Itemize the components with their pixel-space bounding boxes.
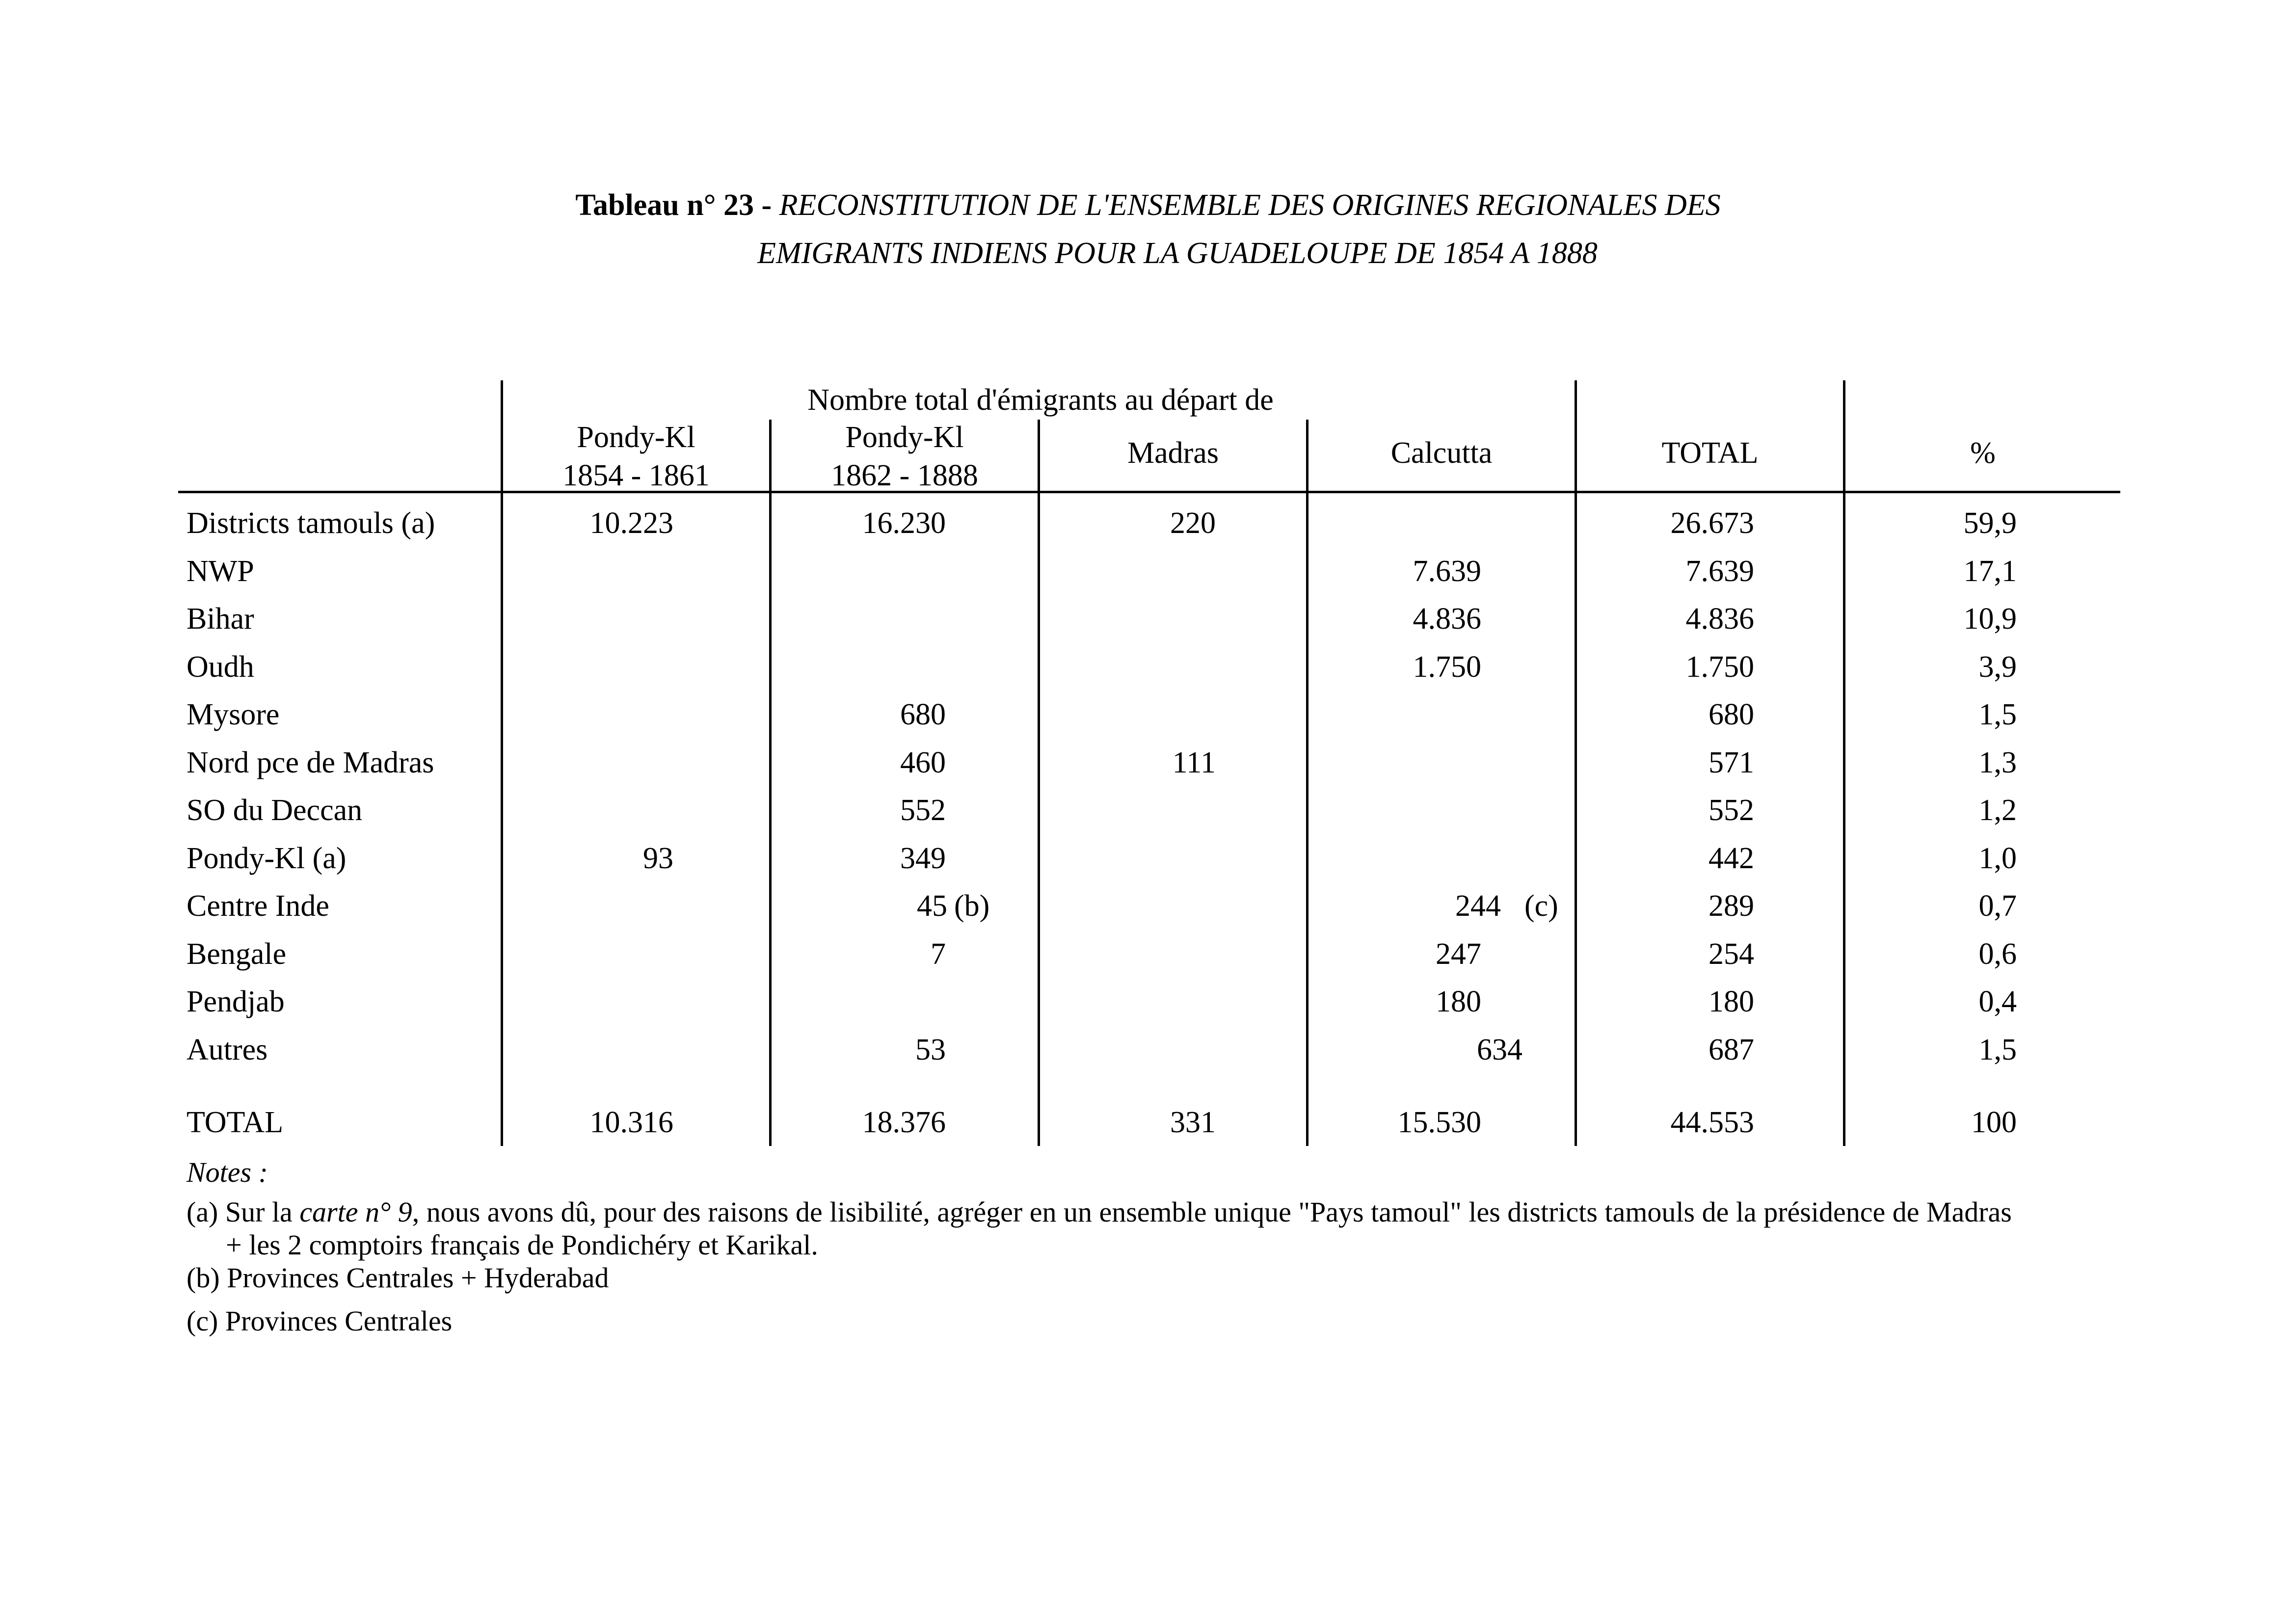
cell-madras: 331	[1170, 1106, 1216, 1139]
cell-total: 289	[1709, 889, 1754, 923]
cell-pk1: 10.316	[589, 1106, 673, 1139]
cell-pk2: 45	[917, 889, 947, 923]
column-header-line-2: 1862 - 1888	[831, 459, 978, 492]
cell-calcutta: 15.530	[1397, 1106, 1481, 1139]
row-label: Autres	[187, 1033, 268, 1066]
row-label: Mysore	[187, 698, 280, 731]
column-header-madras: Madras	[1127, 436, 1219, 470]
cell-total: 552	[1709, 794, 1754, 827]
cell-pct: 1,2	[1978, 794, 2017, 827]
cell-calcutta: 1.750	[1413, 650, 1481, 684]
note-a-text: , nous avons dû, pour des raisons de lisibilité, agréger en un ensemble unique "Pays tamoul" les districts tamouls de la présidence de Madras	[412, 1196, 2012, 1228]
cell-pct: 3,9	[1978, 650, 2017, 684]
cell-madras: 111	[1172, 745, 1216, 779]
column-header-line-2: 1854 - 1861	[562, 459, 710, 492]
header-rule	[178, 491, 2120, 493]
cell-calcutta: 247	[1436, 937, 1481, 971]
row-label: Nord pce de Madras	[187, 745, 434, 779]
table-title	[0, 182, 2296, 229]
cell-pct: 100	[1971, 1106, 2017, 1139]
notes-heading	[187, 1156, 268, 1189]
row-label: SO du Deccan	[187, 794, 363, 827]
cell-pk2: 18.376	[862, 1106, 946, 1139]
cell-pk2: 349	[900, 841, 946, 875]
cell-total: 180	[1709, 985, 1754, 1018]
cell-total: 1.750	[1685, 650, 1754, 684]
note-a-prefix: (a) Sur la	[187, 1196, 300, 1228]
row-label: TOTAL	[187, 1106, 284, 1139]
cell-pk2: 460	[900, 745, 946, 779]
column-header-pondy-kl-1854	[503, 418, 769, 495]
column-rule-1	[501, 380, 503, 1146]
title-line-2-text: EMIGRANTS INDIENS POUR LA GUADELOUPE DE 1854 A 1888	[757, 237, 1598, 270]
cell-total: 7.639	[1685, 554, 1754, 588]
row-label: Oudh	[187, 650, 254, 684]
note-a	[187, 1196, 2012, 1229]
column-header-calcutta: Calcutta	[1390, 436, 1493, 470]
column-header-pondy-kl-1862	[772, 418, 1038, 495]
footnote-marker-b: (b)	[954, 889, 990, 923]
cell-pct: 1,5	[1978, 698, 2017, 731]
cell-total: 26.673	[1670, 506, 1754, 540]
cell-pk1: 93	[643, 841, 673, 875]
column-rule-4	[1306, 420, 1308, 1146]
cell-pct: 0,6	[1978, 937, 2017, 971]
cell-pct: 59,9	[1963, 506, 2017, 540]
cell-pk2: 680	[900, 698, 946, 731]
column-header-line-1: Pondy-Kl	[845, 421, 964, 454]
cell-total: 44.553	[1670, 1106, 1754, 1139]
row-label: Pendjab	[187, 985, 285, 1018]
cell-total: 4.836	[1685, 602, 1754, 636]
cell-calcutta: 244	[1455, 889, 1501, 923]
cell-total: 254	[1709, 937, 1754, 971]
footnote-marker-c: (c)	[1524, 889, 1558, 923]
cell-total: 442	[1709, 841, 1754, 875]
table-number: Tableau n° 23 -	[575, 188, 779, 222]
note-c: (c) Provinces Centrales	[187, 1305, 453, 1337]
row-label: NWP	[187, 554, 254, 588]
note-b: (b) Provinces Centrales + Hyderabad	[187, 1262, 609, 1294]
cell-calcutta: 634	[1477, 1033, 1522, 1066]
note-a-map-reference: carte n° 9	[299, 1196, 412, 1228]
title-line-1: RECONSTITUTION DE L'ENSEMBLE DES ORIGINES REGIONALES DES	[779, 188, 1721, 222]
cell-total: 571	[1709, 745, 1754, 779]
column-header-total: TOTAL	[1661, 436, 1759, 470]
cell-pk2: 552	[900, 794, 946, 827]
cell-pk1: 10.223	[589, 506, 673, 540]
cell-pct: 10,9	[1963, 602, 2017, 636]
cell-pct: 17,1	[1963, 554, 2017, 588]
row-label: Districts tamouls (a)	[187, 506, 435, 540]
column-header-line-1: Pondy-Kl	[577, 421, 695, 454]
cell-total: 680	[1709, 698, 1754, 731]
cell-pct: 0,4	[1978, 985, 2017, 1018]
cell-calcutta: 7.639	[1413, 554, 1481, 588]
cell-pk2: 16.230	[862, 506, 946, 540]
row-label: Pondy-Kl (a)	[187, 841, 347, 875]
cell-pct: 0,7	[1978, 889, 2017, 923]
cell-calcutta: 4.836	[1413, 602, 1481, 636]
column-header-percent: %	[1970, 436, 1996, 470]
row-label: Bihar	[187, 602, 254, 636]
cell-total: 687	[1709, 1033, 1754, 1066]
cell-pct: 1,5	[1978, 1033, 2017, 1066]
note-a-line-2: + les 2 comptoirs français de Pondichéry et Karikal.	[226, 1229, 818, 1261]
notes-heading-text: Notes :	[187, 1156, 268, 1188]
cell-pk2: 53	[915, 1033, 946, 1066]
cell-pct: 1,0	[1978, 841, 2017, 875]
group-header: Nombre total d'émigrants au départ de	[807, 383, 1274, 417]
row-label: Bengale	[187, 937, 287, 971]
title-line-2	[29, 230, 2296, 277]
cell-pct: 1,3	[1978, 745, 2017, 779]
cell-madras: 220	[1170, 506, 1216, 540]
cell-calcutta: 180	[1436, 985, 1481, 1018]
cell-pk2: 7	[931, 937, 946, 971]
row-label: Centre Inde	[187, 889, 329, 923]
